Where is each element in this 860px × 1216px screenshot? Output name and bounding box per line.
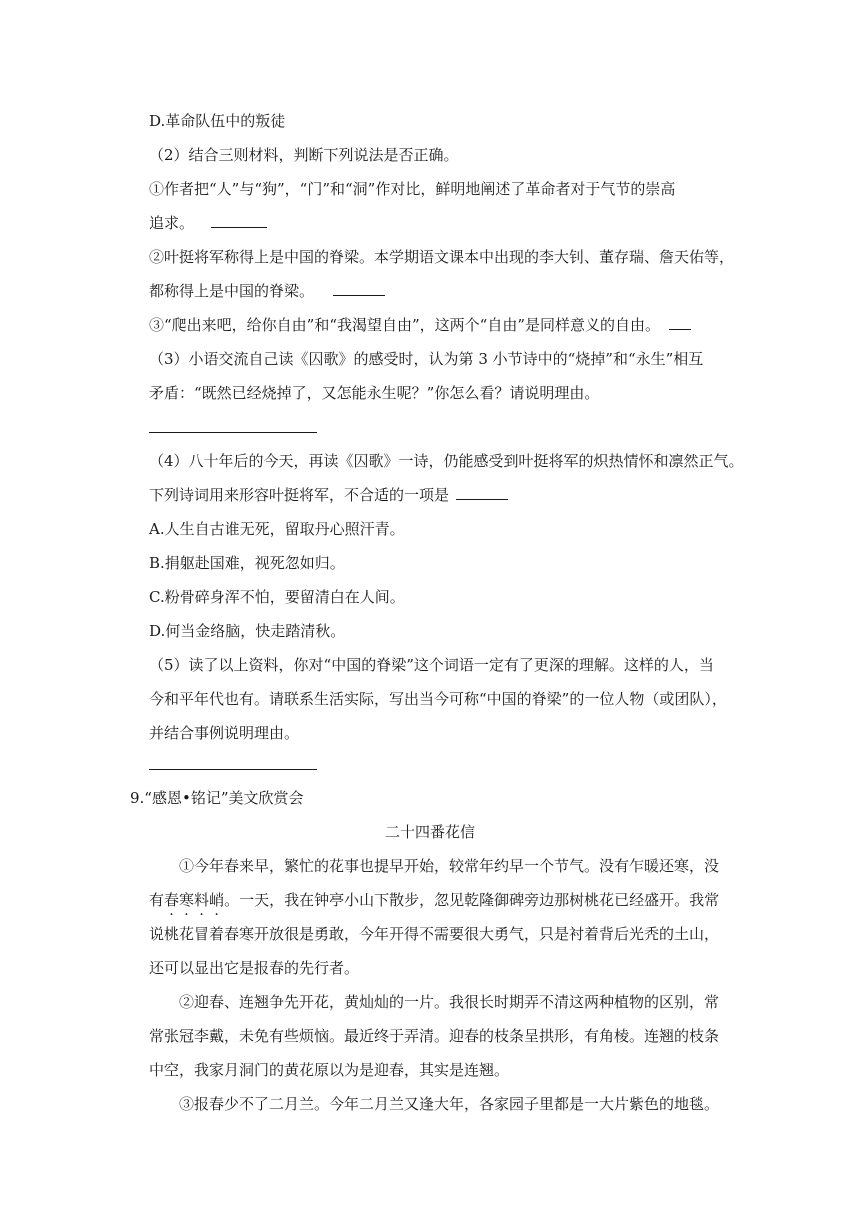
emphasis-dot-char: 春 — [164, 891, 180, 909]
q9-p1-line2-after: 。一天，我在钟亭小山下散步，忽见乾隆御碑旁边那树桃花已经盛开。我常 — [224, 891, 720, 909]
q8-sub2-item1-blank[interactable] — [211, 213, 267, 228]
q8-sub4-blank[interactable] — [456, 485, 508, 500]
q9-p1-line3: 说桃花冒着春寒开放很是勇敢，今年开得不需要很大勇气，只是衬着背后光秃的土山， — [149, 925, 720, 943]
q8-sub4-option-c: C.粉骨碎身浑不怕，要留清白在人间。 — [149, 588, 405, 606]
q9-article-title: 二十四番花信 — [384, 823, 475, 841]
emphasis-dot-char: 寒 — [179, 891, 195, 909]
q8-sub3-line2: 矛盾：“既然已经烧掉了，又怎能永生呢？”你怎么看？请说明理由。 — [149, 384, 600, 402]
q8-sub2-item3-text: ③“爬出来吧，给你自由”和“我渴望自由”，这两个“自由”是同样意义的自由。 — [149, 316, 661, 334]
q9-p2-line3: 中空，我家月洞门的黄花原以为是迎春，其实是连翘。 — [149, 1061, 510, 1079]
emphasis-dot-char: 料 — [194, 891, 210, 909]
q9-p1-line4: 还可以显出它是报春的先行者。 — [149, 959, 360, 977]
q8-sub2-item1-line2 — [149, 213, 267, 233]
q8-sub5-answer-line[interactable] — [149, 769, 317, 770]
q8-option-d: D.革命队伍中的叛徒 — [149, 112, 286, 130]
q8-sub2-item1-line1: ①作者把“人”与“狗”，“门”和“洞”作对比，鲜明地阐述了革命者对于气节的崇高 — [149, 180, 676, 198]
emphasis-dot-char: 峭 — [209, 891, 225, 909]
q8-sub4-line1: （4）八十年后的今天，再读《囚歌》一诗，仍能感受到叶挺将军的炽热情怀和凛然正气。 — [149, 452, 744, 470]
q9-p1-line2 — [149, 890, 719, 910]
q8-sub2-prompt: （2）结合三则材料，判断下列说法是否正确。 — [149, 146, 459, 164]
q8-sub2-item3-line — [149, 315, 691, 335]
q8-sub2-item3-blank[interactable] — [669, 315, 691, 330]
q9-heading: 9.“感恩•铭记”美文欣赏会 — [130, 789, 304, 807]
q8-sub4-option-d: D.何当金络脑，快走踏清秋。 — [149, 622, 346, 640]
q8-sub3-answer-line[interactable] — [149, 432, 317, 433]
q8-sub4-option-a: A.人生自古谁无死，留取丹心照汗青。 — [149, 520, 405, 538]
q8-sub2-item2-blank[interactable] — [333, 281, 385, 296]
q8-sub5-line3: 并结合事例说明理由。 — [149, 724, 300, 742]
q8-sub4-option-b: B.捐躯赴国难，视死忽如归。 — [149, 554, 345, 572]
q9-p1-line2-before: 有 — [149, 891, 165, 909]
q8-sub2-item2-text: 都称得上是中国的脊梁。 — [149, 282, 315, 300]
q9-p2-line1: ②迎春、连翘争先开花，黄灿灿的一片。我很长时期弄不清这两种植物的区别，常 — [179, 993, 720, 1011]
q8-sub4-line2-text: 下列诗词用来形容叶挺将军，不合适的一项是 — [149, 486, 450, 504]
q8-sub3-line1: （3）小语交流自己读《囚歌》的感受时，认为第 3 小节诗中的“烧掉”和“永生”相互 — [149, 350, 704, 368]
q9-p3-line1: ③报春少不了二月兰。今年二月兰又逢大年，各家园子里都是一大片紫色的地毯。 — [179, 1095, 720, 1113]
q8-sub2-item1-text: 追求。 — [149, 214, 195, 232]
q9-p2-line2: 常张冠李戴，未免有些烦恼。最近终于弄清。迎春的枝条呈拱形，有角棱。连翘的枝条 — [149, 1027, 720, 1045]
q8-sub2-item2-line2 — [149, 281, 385, 301]
q9-p1-line1: ①今年春来早，繁忙的花事也提早开始，较常年约早一个节气。没有乍暖还寒，没 — [179, 857, 720, 875]
q9-dotted-word — [164, 891, 224, 909]
q8-sub4-line2 — [149, 485, 508, 505]
q8-sub2-item2-line1: ②叶挺将军称得上是中国的脊梁。本学期语文课本中出现的李大钊、董存瑞、詹天佑等， — [149, 248, 735, 266]
q8-sub5-line2: 今和平年代也有。请联系生活实际，写出当今可称“中国的脊梁”的一位人物（或团队）， — [149, 690, 727, 708]
q8-sub5-line1: （5）读了以上资料，你对“中国的脊梁”这个词语一定有了更深的理解。这样的人，当 — [149, 656, 714, 674]
